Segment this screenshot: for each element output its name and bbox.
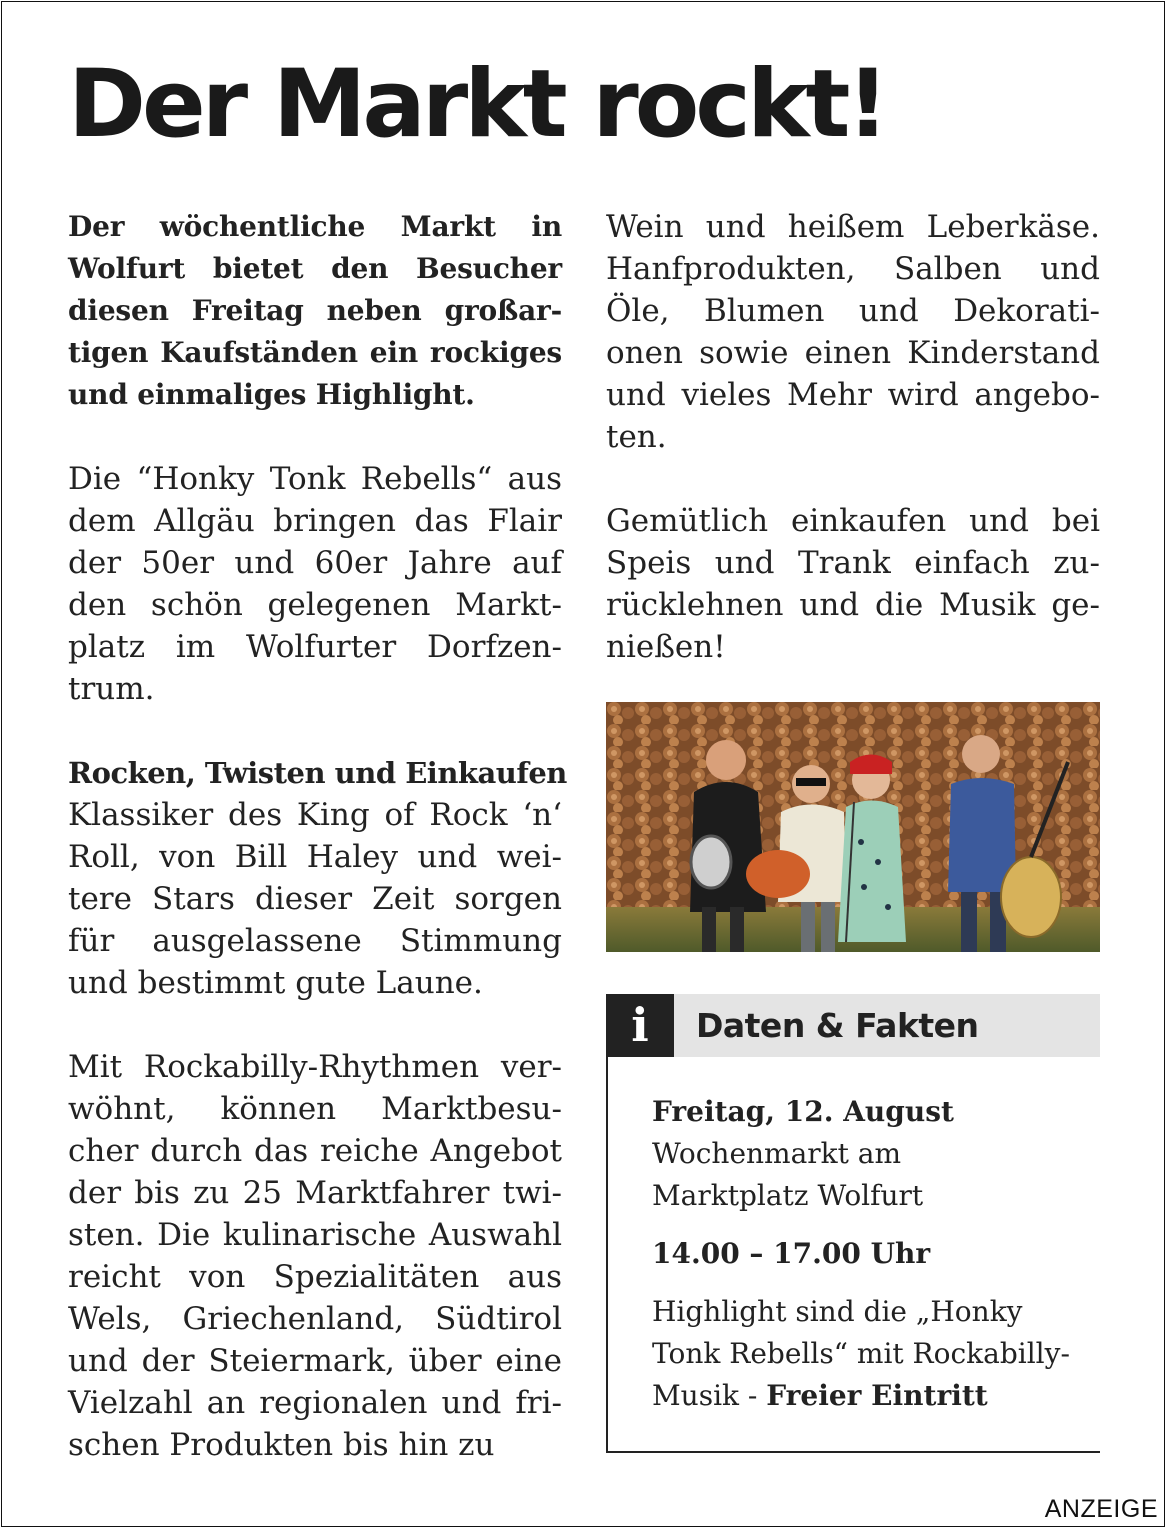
text-line: platz im Wolfurter Dorfzen- [68, 629, 562, 665]
text-line: für ausgelassene Stimmung [68, 923, 562, 959]
paragraph-classics [68, 794, 562, 1004]
text-line: Öle, Blumen und Dekorati- [606, 293, 1100, 329]
text-line: Tonk Rebells“ mit Rockabilly- [652, 1337, 1070, 1370]
text-line: den schön gelegenen Markt- [68, 587, 562, 623]
info-box [606, 1057, 1100, 1453]
lead-line: tigen Kaufständen ein rockiges [68, 336, 562, 369]
text-line: Gemütlich einkaufen und bei [606, 503, 1100, 539]
headline: Der Markt rockt! [68, 50, 886, 159]
text-line: und vieles Mehr wird angebo- [606, 377, 1100, 413]
text-line: Vielzahl an regionalen und fri- [68, 1385, 562, 1421]
paragraph-enjoy [606, 500, 1100, 668]
text-line: onen sowie einen Kinderstand [606, 335, 1100, 371]
info-icon: i [606, 994, 674, 1057]
info-box-title: Daten & Fakten [696, 1006, 979, 1045]
text-line: Klassiker des King of Rock ‘n‘ [68, 797, 562, 833]
right-column [606, 206, 1100, 668]
text-line: Wels, Griechenland, Südtirol [68, 1301, 562, 1337]
text-line: Musik - [652, 1379, 767, 1412]
text-line: und der Steiermark, über eine [68, 1343, 562, 1379]
text-line: Roll, von Bill Haley und wei- [68, 839, 562, 875]
text-line: ten. [606, 419, 667, 455]
text-line: reicht von Spezialitäten aus [68, 1259, 562, 1295]
text-line: Hanfprodukten, Salben und [606, 251, 1100, 287]
left-column [68, 206, 567, 1466]
text-line: nießen! [606, 629, 726, 665]
lead-line: Wolfurt bietet den Besucher [68, 252, 562, 285]
lead-line: Der wöchentliche Markt in [68, 210, 562, 243]
text-line: schen Produkten bis hin zu [68, 1427, 495, 1463]
lead-paragraph [68, 206, 562, 416]
event-time: 14.00 – 17.00 Uhr [652, 1237, 931, 1270]
lead-line: diesen Freitag neben großar- [68, 294, 562, 327]
band-photo [606, 702, 1100, 952]
text-line: trum. [68, 671, 155, 707]
info-box-header [606, 994, 1100, 1057]
text-line: Wochenmarkt am [652, 1137, 902, 1170]
event-location [652, 1133, 1098, 1217]
text-line: der 50er und 60er Jahre auf [68, 545, 562, 581]
event-highlight [652, 1291, 1098, 1417]
text-line: Wein und heißem Leberkäse. [606, 209, 1100, 245]
free-entry-label: Freier Eintritt [766, 1379, 988, 1412]
advertisement-label: ANZEIGE [1044, 1495, 1158, 1523]
text-line: Die “Honky Tonk Rebells“ aus [68, 461, 562, 497]
text-line: wöhnt, können Marktbesu- [68, 1091, 562, 1127]
text-line: Marktplatz Wolfurt [652, 1179, 924, 1212]
info-box-content [652, 1091, 1098, 1417]
subheading: Rocken, Twisten und Einkaufen [68, 756, 567, 790]
text-line: und bestimmt gute Laune. [68, 965, 483, 1001]
text-line: rücklehnen und die Musik ge- [606, 587, 1100, 623]
text-line: Highlight sind die „Honky [652, 1295, 1023, 1328]
text-line: der bis zu 25 Marktfahrer twi- [68, 1175, 562, 1211]
text-line: dem Allgäu bringen das Flair [68, 503, 562, 539]
paragraph-products [606, 206, 1100, 458]
text-line: cher durch das reiche Angebot [68, 1133, 562, 1169]
text-line: Mit Rockabilly-Rhythmen ver- [68, 1049, 562, 1085]
text-line: sten. Die kulinarische Auswahl [68, 1217, 562, 1253]
text-line: Speis und Trank einfach zu- [606, 545, 1100, 581]
lead-line: und einmaliges Highlight. [68, 378, 475, 411]
paragraph-band-intro [68, 458, 562, 710]
paragraph-market [68, 1046, 562, 1466]
event-date: Freitag, 12. August [652, 1095, 954, 1128]
text-line: tere Stars dieser Zeit sorgen [68, 881, 562, 917]
